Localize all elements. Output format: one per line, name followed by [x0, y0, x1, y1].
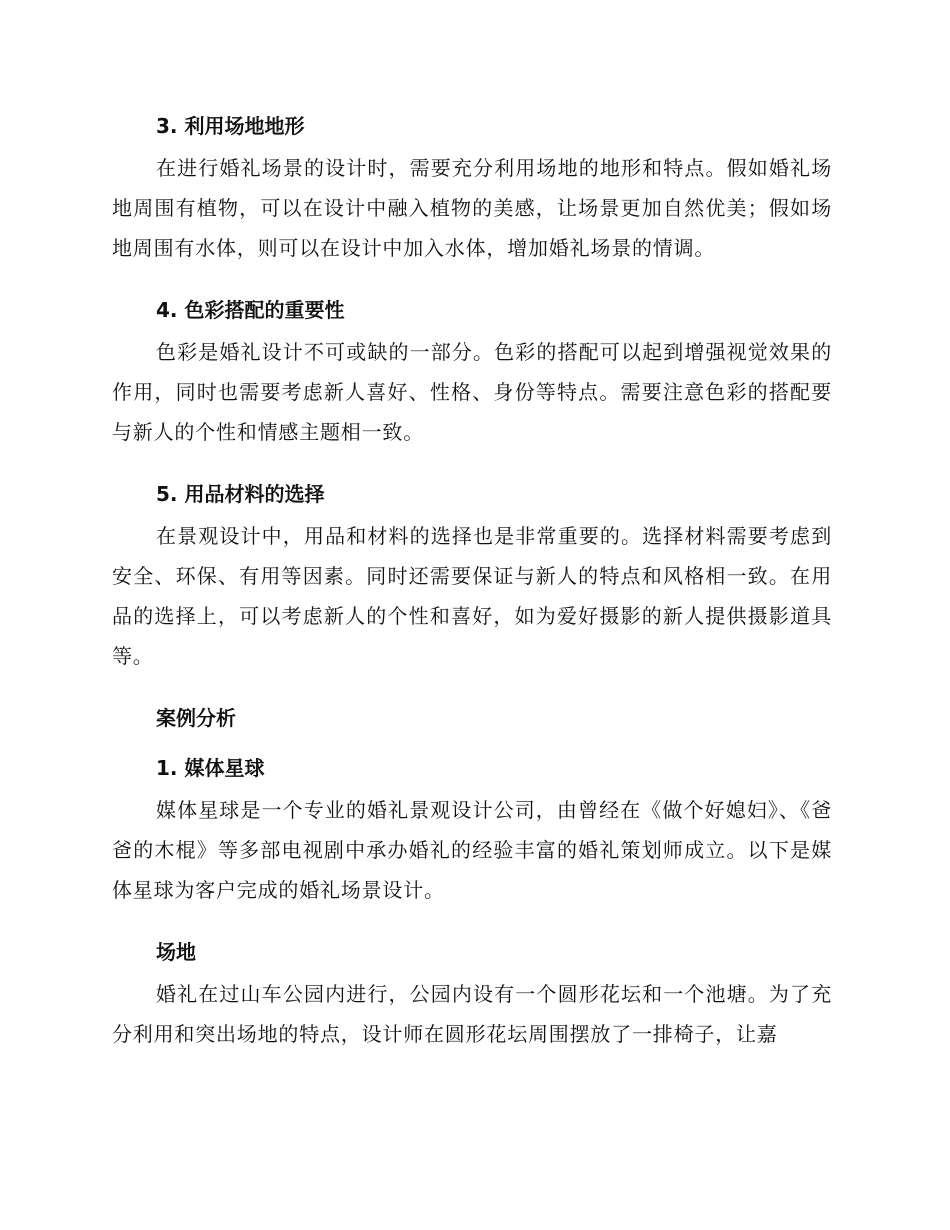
section-heading-terrain: 3. 利用场地地形	[156, 114, 305, 138]
case-paragraph-media-planet: 媒体星球是一个专业的婚礼景观设计公司，由曾经在《做个好媳妇》、《爸爸的木棍》等多部电视剧中承办婚礼的经验丰富的婚礼策划师成立。以下是媒体星球为客户完成的婚礼场景设计。	[112, 798, 832, 902]
section-paragraph-terrain: 在进行婚礼场景的设计时，需要充分利用场地的地形和特点。假如婚礼场地周围有植物，可以在设计中融入植物的美感，让场景更加自然优美；假如场地周围有水体，则可以在设计中加入水体，增加婚礼场景的情调。	[112, 156, 832, 260]
section-paragraph-materials: 在景观设计中，用品和材料的选择也是非常重要的。选择材料需要考虑到安全、环保、有用等因素。同时还需要保证与新人的特点和风格相一致。在用品的选择上，可以考虑新人的个性和喜好，如为爱好摄影的新人提供摄影道具等。	[112, 524, 832, 668]
document-body	[112, 104, 832, 1074]
section-heading-color: 4. 色彩搭配的重要性	[156, 298, 345, 322]
case-analysis-heading: 案例分析	[156, 706, 236, 730]
section-heading-materials: 5. 用品材料的选择	[156, 482, 325, 506]
case-heading-venue: 场地	[156, 940, 196, 964]
case-heading-media-planet: 1. 媒体星球	[156, 756, 265, 780]
section-paragraph-color: 色彩是婚礼设计不可或缺的一部分。色彩的搭配可以起到增强视觉效果的作用，同时也需要考虑新人喜好、性格、身份等特点。需要注意色彩的搭配要与新人的个性和情感主题相一致。	[112, 340, 832, 444]
case-paragraph-venue: 婚礼在过山车公园内进行，公园内设有一个圆形花坛和一个池塘。为了充分利用和突出场地的特点，设计师在圆形花坛周围摆放了一排椅子，让嘉	[112, 982, 832, 1046]
